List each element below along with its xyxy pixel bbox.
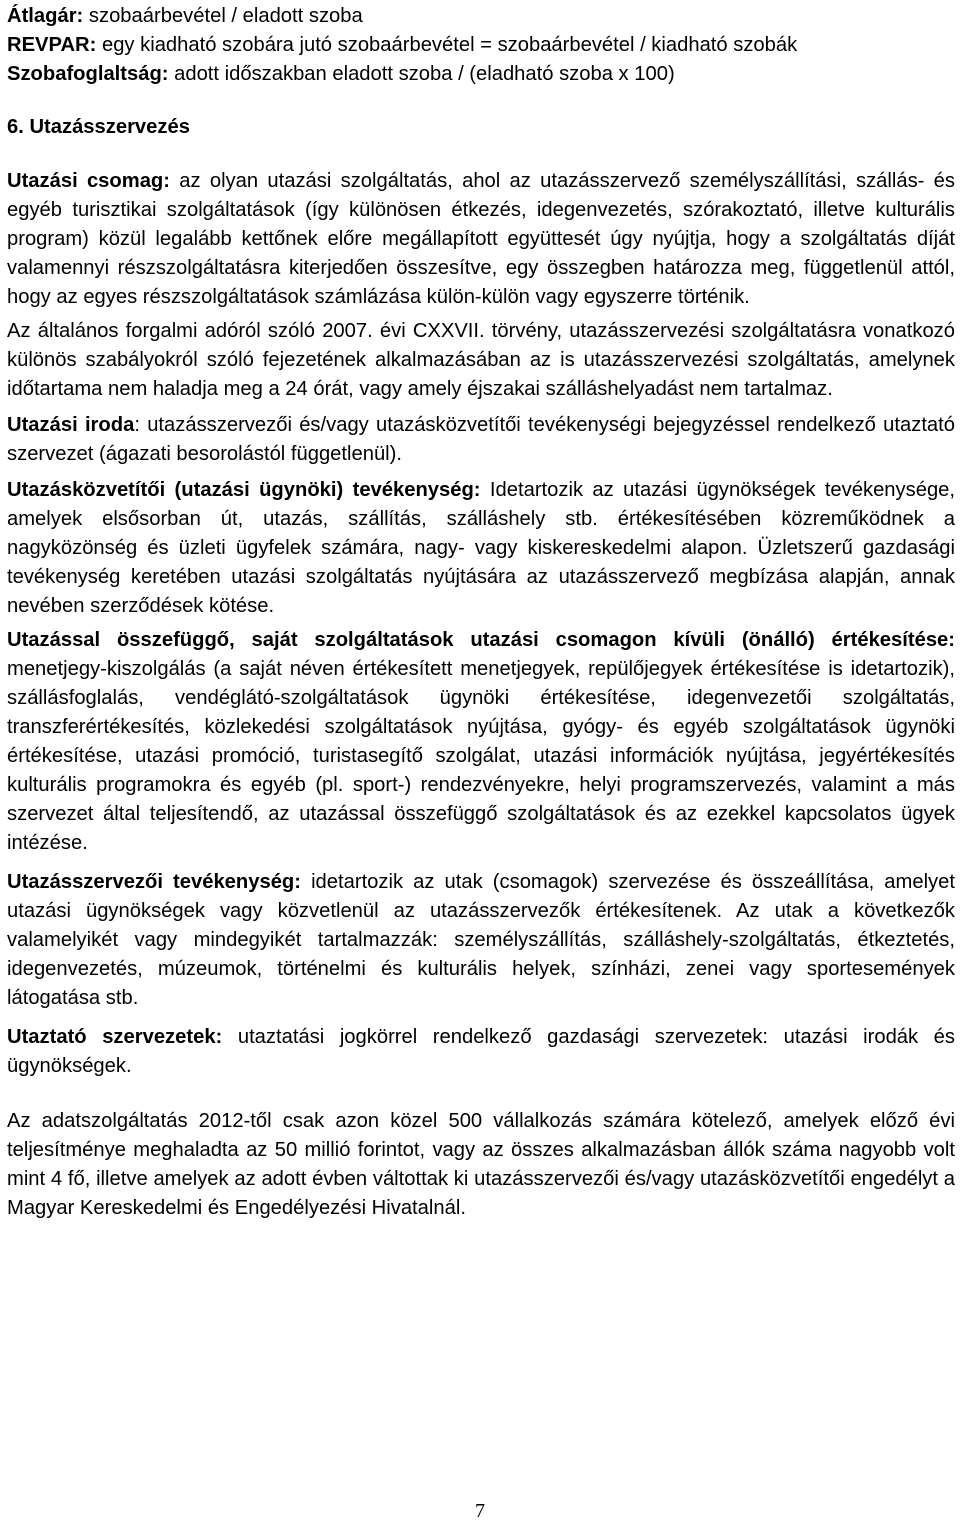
section-heading-text: 6. Utazásszervezés — [7, 116, 190, 138]
paragraph-travel-office — [7, 411, 955, 469]
definition-occupancy — [7, 60, 955, 89]
definition-text: szobaárbevétel / eladott szoba — [83, 5, 363, 27]
paragraph-term: Utazással összefüggő, saját szolgáltatások utazási csomagon kívüli (önálló) értékesítése: — [7, 629, 955, 651]
paragraph-tour-organizer — [7, 868, 955, 1013]
definition-revpar — [7, 31, 955, 60]
paragraph-text: Az adatszolgáltatás 2012-től csak azon közel 500 vállalkozás számára kötelező, amelyek előző évi teljesítménye meghaladta az 50 millió forintot, vagy az összes alkalmazásban állók száma nagyobb volt mint 4 fő, illetve amelyek az adott évben váltottak ki utazásszervezői és/vagy utazásközvetítői engedélyt a Magyar Kereskedelmi és Engedélyezési Hivatalnál. — [7, 1110, 955, 1219]
paragraph-term: Utazásszervezői tevékenység: — [7, 871, 301, 893]
paragraph-travel-package — [7, 167, 955, 312]
paragraph-text: utaztatási jogkörrel rendelkező gazdasági szervezetek: utazási irodák és ügynökségek. — [7, 1026, 955, 1077]
paragraph-text: idetartozik az utak (csomagok) szervezése és összeállítása, amelyet utazási ügynökségek vagy közvetlenül az utazásszervezők értékesítenek. Az utak a következők valamelyikét vagy mindegyikét tartalmazzák: személyszállítás, szálláshely-szolgáltatás, étkeztetés, idegenvezetés, múzeumok, történelmi és kulturális helyek, színházi, zenei vagy sportesemények látogatása stb. — [7, 871, 955, 1009]
paragraph-own-services — [7, 626, 955, 858]
paragraph-term: Utazási iroda — [7, 414, 135, 436]
paragraph-data-supply — [7, 1107, 955, 1223]
paragraph-vat-law — [7, 317, 955, 404]
page-number: 7 — [475, 1500, 485, 1522]
definition-term: REVPAR: — [7, 34, 97, 56]
definition-average-price — [7, 2, 955, 31]
definition-term: Átlagár: — [7, 5, 84, 27]
definition-text: egy kiadható szobára jutó szobaárbevétel = szobaárbevétel / kiadható szobák — [96, 34, 798, 56]
paragraph-travel-agency — [7, 476, 955, 621]
section-heading — [7, 113, 955, 142]
paragraph-text: : utazásszervezői és/vagy utazásközvetítői tevékenységi bejegyzéssel rendelkező utaztató szervezet (ágazati besorolástól függetlenül). — [7, 414, 955, 465]
paragraph-term: Utazási csomag: — [7, 170, 170, 192]
definition-text: adott időszakban eladott szoba / (eladható szoba x 100) — [168, 63, 675, 85]
document-page — [7, 2, 955, 1223]
paragraph-term: Utaztató szervezetek: — [7, 1026, 223, 1048]
definition-term: Szobafoglaltság: — [7, 63, 169, 85]
paragraph-tour-operators — [7, 1023, 955, 1081]
paragraph-text: menetjegy-kiszolgálás (a saját néven értékesített menetjegyek, repülőjegyek értékesítése is idetartozik), szállásfoglalás, vendéglátó-szolgáltatások ügynöki értékesítése, idegenvezetői szolgáltatás, transzferértékesítés, közlekedési szolgáltatások nyújtása, gyógy- és egyéb szolgáltatások ügynöki értékesítése, utazási promóció, turistasegítő szolgálat, utazási információk nyújtása, jegyértékesítés kulturális programokra és egyéb (pl. sport-) rendezvényekre, helyi programszervezés, valamint a más szervezet által teljesítendő, az utazással összefüggő szolgáltatások és az ezekkel kapcsolatos ügyek intézése. — [7, 658, 955, 854]
paragraph-term: Utazásközvetítői (utazási ügynöki) tevékenység: — [7, 479, 481, 501]
paragraph-text: az olyan utazási szolgáltatás, ahol az utazásszervező személyszállítási, szállás- és egyéb turisztikai szolgáltatások (így különösen étkezés, idegenvezetés, szórakoztató, illetve kulturális program) közül legalább kettőnek előre megállapított együttesét úgy nyújtja, hogy a szolgáltatás díját valamennyi részszolgáltatásra kiterjedően összesítve, egy összegben határozza meg, függetlenül attól, hogy az egyes részszolgáltatások számlázása külön-külön vagy egyszerre történik. — [7, 170, 956, 308]
paragraph-text: Idetartozik az utazási ügynökségek tevékenysége, amelyek elsősorban út, utazás, szállítás, szálláshely stb. értékesítésében közreműködnek a nagyközönség és üzleti ügyfelek számára, nagy- vagy kiskereskedelmi alapon. Üzletszerű gazdasági tevékenység keretében utazási szolgáltatás nyújtására az utazásszervező megbízása alapján, annak nevében szerződések kötése. — [7, 479, 956, 617]
paragraph-text: Az általános forgalmi adóról szóló 2007. évi CXXVII. törvény, utazásszervezési szolgáltatásra vonatkozó különös szabályokról szóló fejezetének alkalmazásában az is utazásszervezési szolgáltatás, amelynek időtartama nem haladja meg a 24 órát, vagy amely éjszakai szálláshelyadást nem tartalmaz. — [7, 320, 955, 400]
